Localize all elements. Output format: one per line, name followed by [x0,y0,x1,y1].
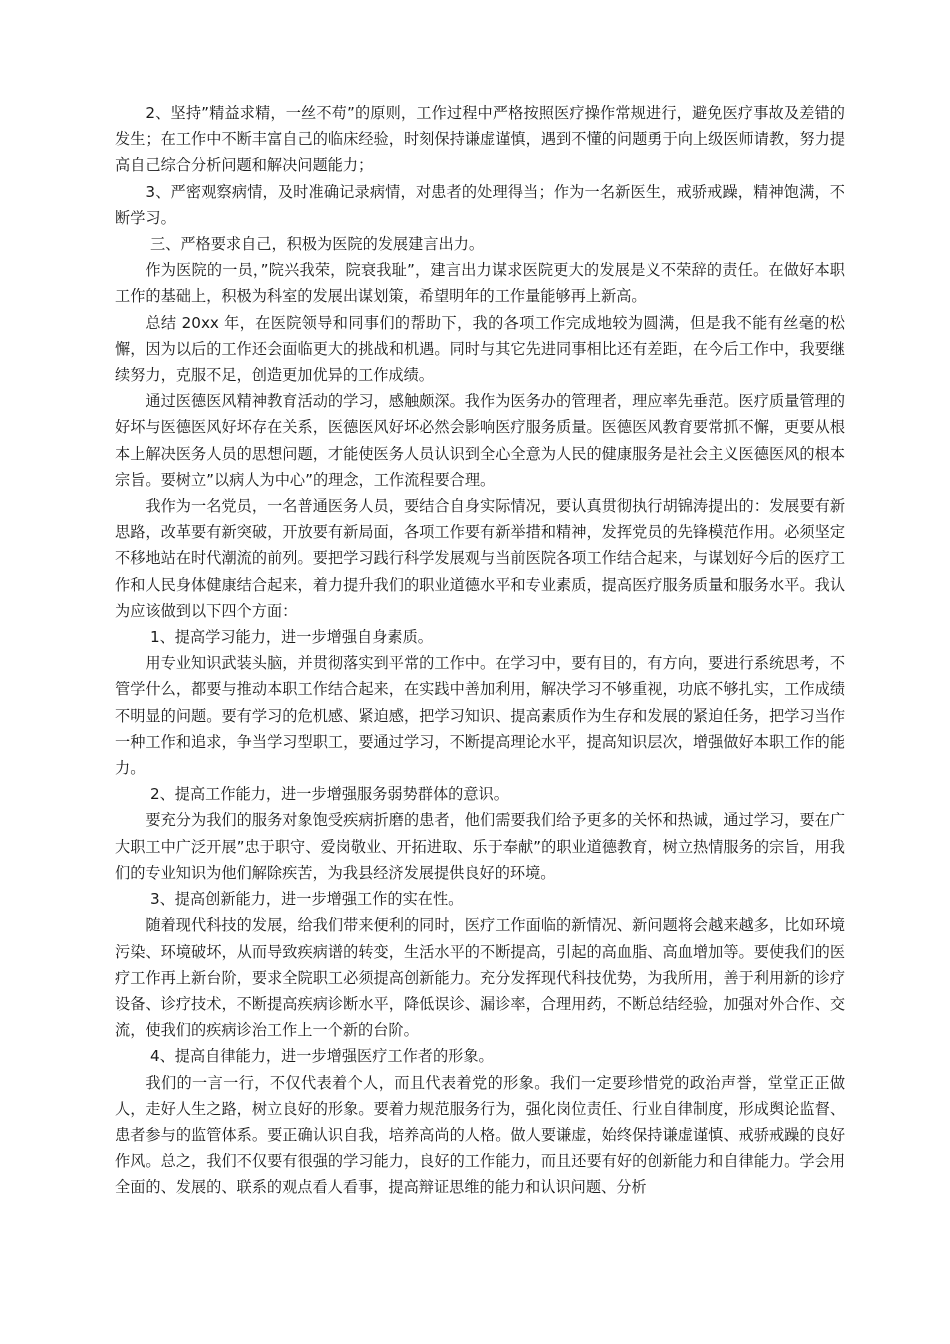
subheading-work: 2、提高工作能力，进一步增强服务弱势群体的意识。 [149,785,509,804]
section-heading-3: 三、严格要求自己，积极为医院的发展建言出力。 [149,235,485,254]
paragraph-self-discipline: 我们的一言一行，不仅代表着个人，而且代表着党的形象。我们一定要珍惜党的政治声誉，堂堂正正做人，走好人生之路，树立良好的形象。要着力规范服务行为，强化岗位责任、行业自律制度，形成舆论监督、患者参与的监管体系。要正确认识自我，培养高尚的人格。做人要谦虚，始终保持谦虚谨慎、戒骄戒躁的良好作风。总之，我们不仅要有很强的学习能力，良好的工作能力，而且还要有好的创新能力和自律能力。学会用全面的、发展的、联系的观点看人看事，提高辩证思维的能力和认识问题、分析 [115,1073,845,1197]
subheading-learning: 1、提高学习能力，进一步增强自身素质。 [149,628,433,647]
paragraph-work: 要充分为我们的服务对象饱受疾病折磨的患者，他们需要我们给予更多的关怀和热诚，通过学习，要在广大职工中广泛开展”忠于职守、爱岗敬业、开拓进取、乐于奉献”的职业道德教育，树立热情服务的宗旨，用我们的专业知识为他们解除疾苦，为我县经济发展提供良好的环境。 [115,811,845,882]
paragraph-learning: 用专业知识武装头脑，并贯彻落实到平常的工作中。在学习中，要有目的，有方向，要进行系统思考，不管学什么，都要与推动本职工作结合起来，在实践中善加利用，解决学习不够重视，功底不够扎实，工作成绩不明显的问题。要有学习的危机感、紧迫感，把学习知识、提高素质作为生存和发展的紧迫任务，把学习当作一种工作和追求，争当学习型职工，要通过学习，不断提高理论水平，提高知识层次，增强做好本职工作的能力。 [115,654,845,778]
paragraph-point-2: 2、坚持”精益求精，一丝不苟”的原则，工作过程中严格按照医疗操作常规进行，避免医疗事故及差错的发生；在工作中不断丰富自己的临床经验，时刻保持谦虚谨慎，遇到不懂的问题勇于向上级医师请教，努力提高自己综合分析问题和解决问题能力； [115,104,845,175]
subheading-self-discipline: 4、提高自律能力，进一步增强医疗工作者的形象。 [149,1047,494,1066]
paragraph-hospital-member: 作为医院的一员，”院兴我荣，院衰我耻”，建言出力谋求医院更大的发展是义不荣辞的责任。在做好本职工作的基础上，积极为科室的发展出谋划策，希望明年的工作量能够再上新高。 [115,261,845,306]
paragraph-party-member: 我作为一名党员，一名普通医务人员，要结合自身实际情况，要认真贯彻执行胡锦涛提出的：发展要有新思路，改革要有新突破，开放要有新局面，各项工作要有新举措和精神，发挥党员的先锋模范作用。必须坚定不移地站在时代潮流的前列。要把学习践行科学发展观与当前医院各项工作结合起来，与谋划好今后的医疗工作和人民身体健康结合起来，着力提升我们的职业道德水平和专业素质，提高医疗服务质量和服务水平。我认为应该做到以下四个方面： [115,497,845,620]
paragraph-innovation: 随着现代科技的发展，给我们带来便利的同时，医疗工作面临的新情况、新问题将会越来越多，比如环境污染、环境破坏，从而导致疾病谱的转变，生活水平的不断提高，引起的高血脂、高血增加等。要使我们的医疗工作再上新台阶，要求全院职工必须提高创新能力。充分发挥现代科技优势，为我所用，善于利用新的诊疗设备、诊疗技术，不断提高疾病诊断水平，降低误诊、漏诊率，合理用药，不断总结经验，加强对外合作、交流，使我们的疾病诊治工作上一个新的台阶。 [115,916,845,1040]
paragraph-ethics-education: 通过医德医风精神教育活动的学习，感触颇深。我作为医务办的管理者，理应率先垂范。医疗质量管理的好坏与医德医风好坏存在关系，医德医风好坏必然会影响医疗服务质量。医德医风教育要常抓不懈，更要从根本上解决医务人员的思想问题，才能使医务人员认识到全心全意为人民的健康服务是社会主义医德医风的根本宗旨。要树立”以病人为中心”的理念，工作流程要合理。 [115,392,845,489]
paragraph-summary: 总结 20xx 年，在医院领导和同事们的帮助下，我的各项工作完成地较为圆满，但是我不能有丝毫的松懈，因为以后的工作还会面临更大的挑战和机遇。同时与其它先进同事相比还有差距，在今后工作中，我要继续努力，克服不足，创造更加优异的工作成绩。 [115,313,845,385]
subheading-innovation: 3、提高创新能力，进一步增强工作的实在性。 [149,890,464,909]
paragraph-point-3: 3、严密观察病情，及时准确记录病情，对患者的处理得当；作为一名新医生，戒骄戒躁，精神饱满，不断学习。 [115,182,845,227]
document-body [115,100,845,1201]
